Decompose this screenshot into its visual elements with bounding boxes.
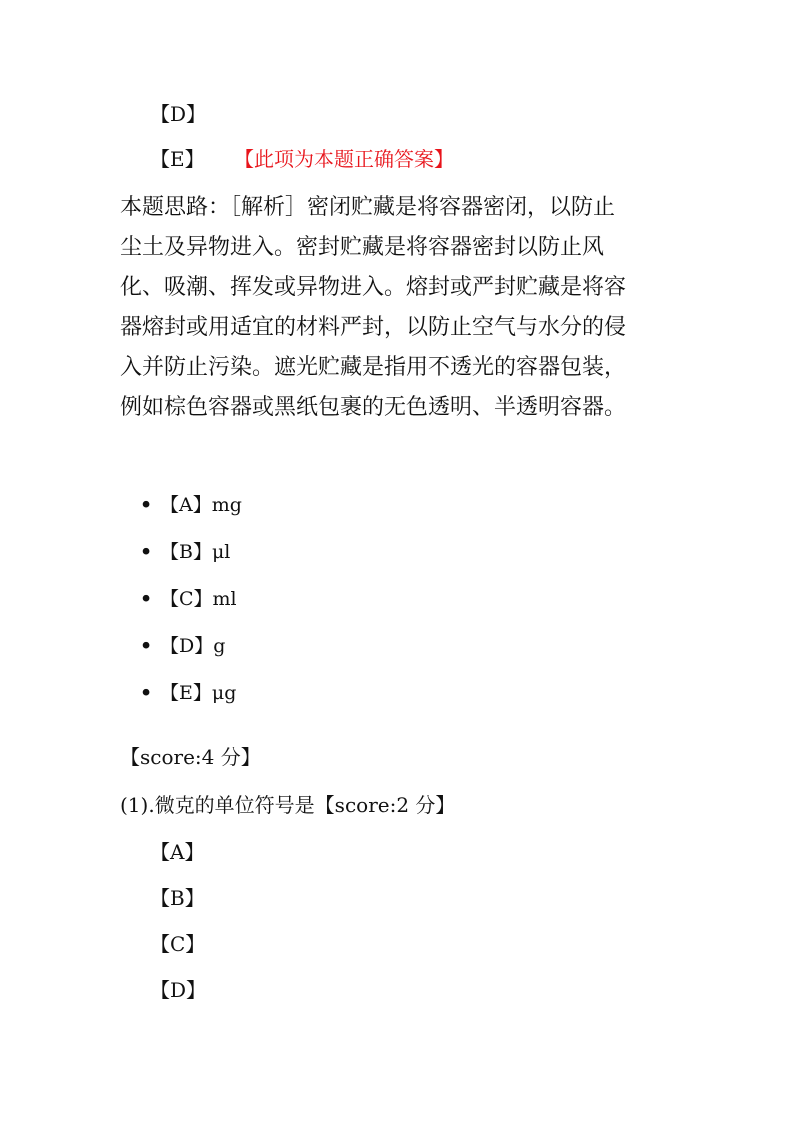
group-score: 【score:4 分】 xyxy=(120,745,261,769)
option-c-label: 【C】 xyxy=(150,932,206,956)
option-text: 【D】g xyxy=(160,635,226,657)
analysis-line: 化、吸潮、挥发或异物进入。熔封或严封贮藏是将容 xyxy=(120,275,627,300)
option-text: 【B】μl xyxy=(160,541,231,563)
bullet-icon: • xyxy=(140,635,153,657)
analysis-line: 例如棕色容器或黑纸包裹的无色透明、半透明容器。 xyxy=(120,395,627,420)
correct-answer-mark: 【此项为本题正确答案】 xyxy=(234,147,454,171)
list-item xyxy=(140,631,242,678)
list-item xyxy=(140,490,242,537)
option-text: 【E】μg xyxy=(160,682,237,704)
shared-options-list xyxy=(140,490,242,725)
list-item xyxy=(140,584,242,631)
question-text: (1).微克的单位符号是【score:2 分】 xyxy=(120,793,456,817)
option-a-label: 【A】 xyxy=(150,840,205,864)
analysis-line: 入并防止污染。遮光贮藏是指用不透光的容器包装， xyxy=(120,355,627,380)
bullet-icon: • xyxy=(140,682,153,704)
option-d-label: 【D】 xyxy=(150,102,207,126)
list-item xyxy=(140,537,242,584)
bullet-icon: • xyxy=(140,494,153,516)
option-b-label: 【B】 xyxy=(150,886,205,910)
bullet-icon: • xyxy=(140,588,153,610)
option-d-label: 【D】 xyxy=(150,978,207,1002)
analysis-line: 器熔封或用适宜的材料严封，以防止空气与水分的侵 xyxy=(120,315,627,340)
analysis-paragraph xyxy=(120,188,680,428)
analysis-line: 本题思路：［解析］密闭贮藏是将容器密闭，以防止 xyxy=(120,195,616,220)
bullet-icon: • xyxy=(140,541,153,563)
list-item xyxy=(140,678,242,725)
analysis-line: 尘土及异物进入。密封贮藏是将容器密封以防止风 xyxy=(120,235,605,260)
option-text: 【A】mg xyxy=(160,494,242,516)
option-text: 【C】ml xyxy=(160,588,237,610)
option-e-label: 【E】 xyxy=(150,147,205,171)
